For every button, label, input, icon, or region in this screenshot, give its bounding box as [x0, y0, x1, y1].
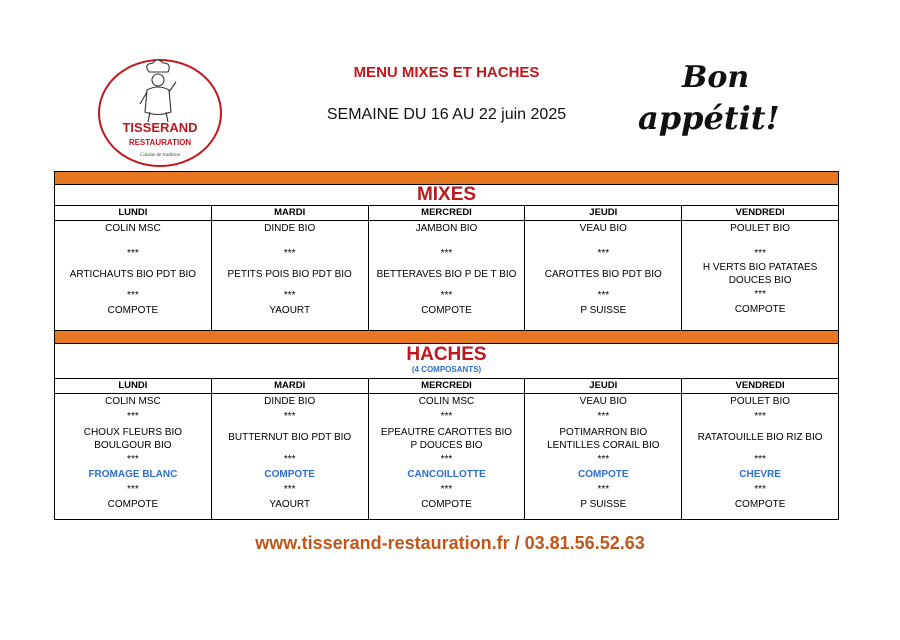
logo-tagline: Cuisine de tradition: [140, 153, 180, 158]
week-subtitle: SEMAINE DU 16 AU 22 juin 2025: [326, 106, 567, 123]
dessert: COMPOTE: [421, 499, 472, 510]
main-dish: COLIN MSC: [105, 223, 161, 234]
side-dish: BETTERAVES BIO P DE T BIO: [376, 269, 517, 280]
separator: ***: [440, 484, 453, 495]
logo-sub: RESTAURATION: [128, 138, 192, 147]
dessert: COMPOTE: [107, 305, 159, 316]
separator: ***: [597, 484, 610, 495]
dessert: COMPOTE: [421, 305, 472, 316]
separator: ***: [127, 411, 139, 422]
separator: ***: [127, 454, 139, 465]
main-dish: POULET BIO: [730, 396, 791, 407]
dessert: COMPOTE: [107, 499, 159, 510]
separator: ***: [283, 411, 296, 422]
logo-brand: TISSERAND: [122, 120, 198, 135]
dessert: COMPOTE: [734, 499, 786, 510]
separator: ***: [440, 290, 453, 301]
mixes-day-cell: [211, 221, 368, 331]
haches-day-cell: [368, 394, 525, 520]
mixes-menu-row: [55, 221, 839, 331]
menu-table: [54, 171, 839, 520]
side-dish: PETITS POIS BIO PDT BIO: [227, 269, 352, 280]
side-dish: CHOUX FLEURS BIO BOULGOUR BIO: [83, 427, 183, 451]
side-dish: H VERTS BIO PATATAES DOUCES BIO: [702, 262, 818, 286]
separator: ***: [754, 484, 766, 495]
day-header: VENDREDI: [682, 379, 839, 394]
dessert: P SUISSE: [580, 499, 627, 510]
mixes-days-row: [55, 206, 839, 221]
separator: ***: [597, 454, 610, 465]
cheese: COMPOTE: [578, 469, 629, 480]
day-header: MERCREDI: [368, 379, 525, 394]
separator: ***: [754, 289, 766, 300]
side-dish: ARTICHAUTS BIO PDT BIO: [69, 269, 197, 280]
separator: ***: [597, 248, 610, 259]
cheese: CHEVRE: [739, 469, 781, 480]
footer-contact: www.tisserand-restauration.fr / 03.81.56.52.63: [255, 533, 645, 553]
side-dish: EPEAUTRE CAROTTES BIO P DOUCES BIO: [380, 427, 513, 451]
separator: ***: [754, 411, 766, 422]
separator: ***: [283, 484, 296, 495]
separator: ***: [283, 290, 296, 301]
main-dish: DINDE BIO: [264, 396, 316, 407]
day-header: MERCREDI: [368, 206, 525, 221]
main-dish: JAMBON BIO: [415, 223, 478, 234]
side-dish: POTIMARRON BIO LENTILLES CORAIL BIO: [547, 427, 660, 451]
separator: ***: [283, 454, 296, 465]
separator: ***: [754, 454, 766, 465]
cheese: FROMAGE BLANC: [88, 469, 178, 480]
page-title: MENU MIXES ET HACHES: [353, 64, 540, 81]
main-dish: VEAU BIO: [579, 223, 627, 234]
haches-day-cell: [525, 394, 682, 520]
main-dish: POULET BIO: [730, 223, 791, 234]
main-dish: DINDE BIO: [264, 223, 316, 234]
haches-day-cell: [55, 394, 212, 520]
separator: ***: [127, 484, 139, 495]
day-header: VENDREDI: [682, 206, 839, 221]
dessert: P SUISSE: [580, 305, 627, 316]
separator: ***: [440, 454, 453, 465]
mixes-header-row: [55, 185, 839, 206]
separator: ***: [597, 411, 610, 422]
cheese: CANCOILLOTTE: [407, 469, 486, 480]
side-dish: RATATOUILLE BIO RIZ BIO: [697, 432, 823, 443]
main-dish: COLIN MSC: [418, 396, 475, 407]
mixes-day-cell: [55, 221, 212, 331]
mixes-day-cell: [682, 221, 839, 331]
day-header: LUNDI: [55, 206, 212, 221]
cheese: COMPOTE: [264, 469, 315, 480]
mixes-day-cell: [368, 221, 525, 331]
haches-menu-row: [55, 394, 839, 520]
day-header: JEUDI: [525, 379, 682, 394]
haches-day-cell: [682, 394, 839, 520]
day-header: MARDI: [211, 379, 368, 394]
main-dish: COLIN MSC: [105, 396, 161, 407]
separator: ***: [127, 248, 139, 259]
slogan-line1: Bon: [682, 60, 750, 95]
day-header: MARDI: [211, 206, 368, 221]
main-dish: VEAU BIO: [579, 396, 627, 407]
separator: ***: [597, 290, 610, 301]
mixes-day-cell: [525, 221, 682, 331]
separator: ***: [127, 290, 139, 301]
orange-bar: [55, 331, 839, 344]
day-header: LUNDI: [55, 379, 212, 394]
haches-days-row: [55, 379, 839, 394]
side-dish: BUTTERNUT BIO PDT BIO: [228, 432, 352, 443]
day-header: JEUDI: [525, 206, 682, 221]
haches-header-row: [55, 344, 839, 379]
haches-day-cell: [211, 394, 368, 520]
tisserand-logo: [97, 58, 223, 168]
dessert: COMPOTE: [734, 304, 786, 315]
orange-bar: [55, 172, 839, 185]
haches-title: HACHES: [406, 344, 487, 365]
dessert: YAOURT: [269, 305, 311, 316]
separator: ***: [440, 411, 453, 422]
bon-appetit-lettering: [630, 55, 800, 150]
separator: ***: [754, 248, 766, 259]
mixes-title: MIXES: [416, 184, 477, 205]
separator: ***: [440, 248, 453, 259]
side-dish: CAROTTES BIO PDT BIO: [544, 269, 662, 280]
slogan-line2: appétit!: [638, 99, 780, 137]
haches-subtitle: (4 COMPOSANTS): [411, 365, 482, 374]
dessert: YAOURT: [269, 499, 311, 510]
separator: ***: [283, 248, 296, 259]
